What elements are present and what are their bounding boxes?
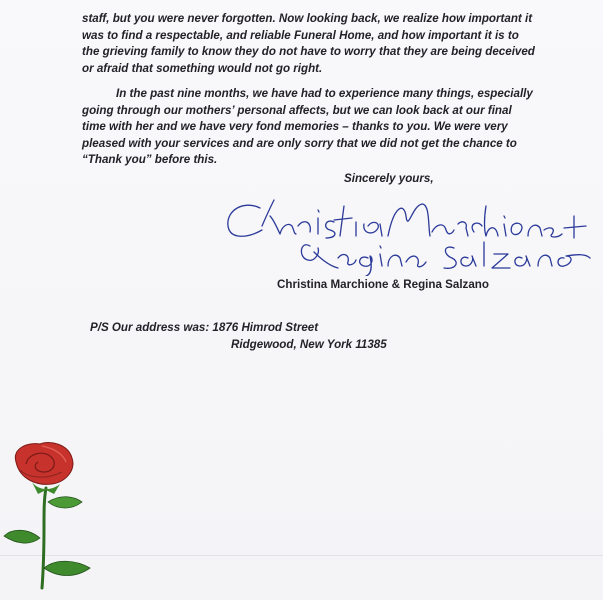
- letter-paragraph-1: [82, 11, 535, 77]
- rose-illustration: [2, 440, 102, 590]
- rose-stem: [42, 488, 46, 588]
- rose-bloom: [15, 443, 73, 485]
- paragraph-line: was to find a respectable, and reliable Funeral Home, and how important it is to: [82, 28, 519, 42]
- letter-paragraph-2: [82, 86, 533, 169]
- paragraph-line: or afraid that something would not go right.: [82, 61, 323, 75]
- paragraph-line: time with her and we have very fond memories – thanks to you. We were very: [82, 120, 508, 134]
- handwritten-signature: [222, 196, 592, 276]
- postscript-line: P/S Our address was: 1876 Himrod Street: [90, 321, 319, 334]
- paragraph-line: going through our mothers’ personal affects, but we can look back at our final: [82, 103, 512, 117]
- postscript-address: [90, 320, 387, 353]
- rose-leaf: [4, 530, 40, 543]
- paragraph-line: pleased with your services and are only sorry that we did not get the chance to: [82, 136, 517, 150]
- paragraph-line: the grieving family to know they do not have to worry that they are being deceived: [82, 45, 535, 59]
- paragraph-line: staff, but you were never forgotten. Now looking back, we realize how important it: [82, 12, 533, 25]
- paragraph-line: “Thank you” before this.: [82, 153, 218, 167]
- closing-salutation: Sincerely yours,: [344, 172, 434, 185]
- rose-leaf: [48, 497, 82, 508]
- typed-signatory-names: Christina Marchione & Regina Salzano: [277, 278, 489, 291]
- paragraph-line: In the past nine months, we have had to experience many things, especially: [116, 87, 533, 100]
- postscript-line: Ridgewood, New York 11385: [231, 337, 387, 351]
- rose-leaf: [44, 561, 90, 575]
